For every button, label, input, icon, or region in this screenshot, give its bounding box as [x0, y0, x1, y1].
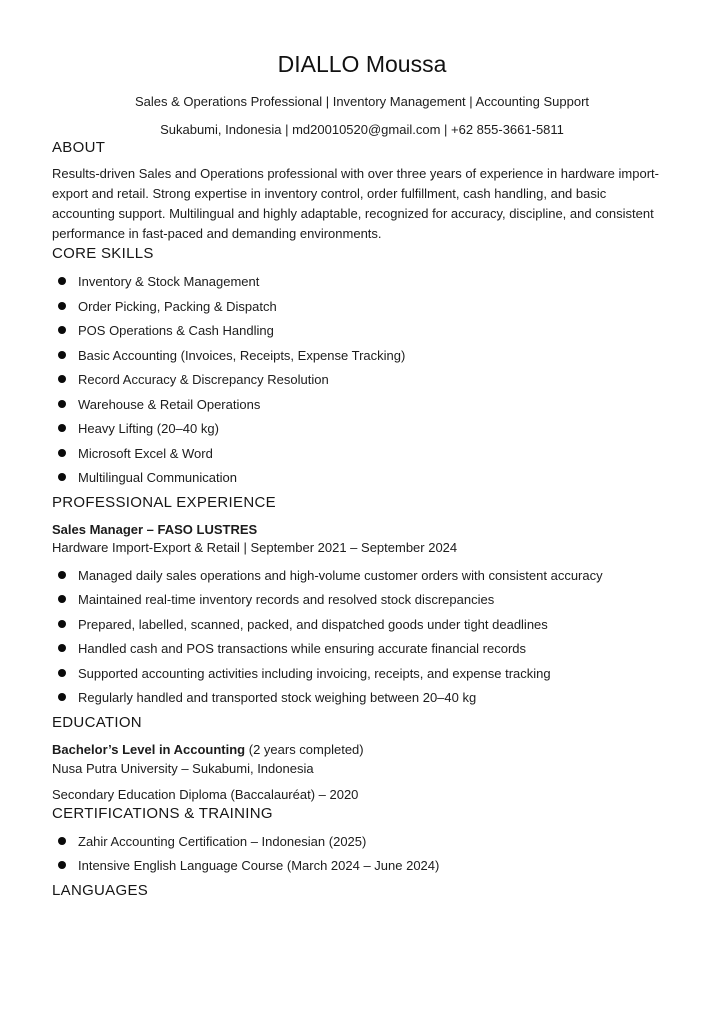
- bullet-icon: [58, 375, 66, 383]
- list-item: [58, 664, 672, 683]
- education-degree-line: [52, 741, 672, 759]
- list-item: [58, 272, 672, 291]
- section-heading-core-skills: CORE SKILLS: [52, 245, 154, 262]
- resume-contact-line: Sukabumi, Indonesia | md20010520@gmail.com | +62 855-3661-5811: [160, 122, 564, 137]
- list-item: [58, 468, 672, 487]
- bullet-icon: [58, 861, 66, 869]
- list-item-text: Intensive English Language Course (March 2024 – June 2024): [78, 858, 440, 873]
- certifications-list: [52, 832, 672, 876]
- list-item-text: Order Picking, Packing & Dispatch: [78, 298, 277, 314]
- list-item: [58, 346, 672, 365]
- bullet-icon: [58, 277, 66, 285]
- section-heading-certifications: CERTIFICATIONS & TRAINING: [52, 804, 273, 822]
- list-item: [58, 566, 672, 585]
- bullet-icon: [58, 595, 66, 603]
- bullet-icon: [58, 693, 66, 701]
- list-item: [58, 444, 672, 463]
- bullet-icon: [58, 473, 66, 481]
- list-item-text: Inventory & Stock Management: [78, 274, 260, 289]
- bullet-icon: [58, 620, 66, 628]
- bullet-icon: [58, 400, 66, 408]
- job-meta: Hardware Import-Export & Retail | September 2021 – September 2024: [52, 539, 458, 555]
- list-item: [58, 395, 672, 414]
- list-item-text: Regularly handled and transported stock weighing between 20–40 kg: [78, 690, 477, 705]
- list-item: [58, 419, 672, 438]
- list-item-text: Prepared, labelled, scanned, packed, and dispatched goods under tight deadlines: [78, 616, 548, 632]
- bullet-icon: [58, 302, 66, 310]
- list-item-text: Microsoft Excel & Word: [78, 445, 213, 461]
- list-item: [58, 321, 672, 340]
- bullet-icon: [58, 424, 66, 432]
- education-degree-title: Bachelor’s Level in Accounting: [52, 741, 246, 757]
- resume-name: DIALLO Moussa: [277, 51, 447, 77]
- education-degree-detail: (2 years completed): [245, 741, 364, 757]
- education-school-line: Nusa Putra University – Sukabumi, Indonesia: [52, 760, 314, 776]
- list-item-text: Managed daily sales operations and high-volume customer orders with consistent accuracy: [78, 567, 603, 583]
- list-item-text: Supported accounting activities including invoicing, receipts, and expense tracking: [78, 665, 551, 681]
- section-heading-languages: LANGUAGES: [52, 881, 149, 899]
- section-heading-experience: PROFESSIONAL EXPERIENCE: [52, 493, 276, 511]
- list-item-text: Multilingual Communication: [78, 470, 237, 485]
- bullet-icon: [58, 644, 66, 652]
- list-item: [58, 297, 672, 316]
- list-item: [58, 615, 672, 634]
- bullet-icon: [58, 326, 66, 334]
- education-secondary-line: Secondary Education Diploma (Baccalauréat) – 2020: [52, 786, 359, 802]
- about-summary-text: Results-driven Sales and Operations professional with over three years of experience in hardware import-export and retail. Strong expertise in inventory control, order fulfillment, cash handling, and basic accounting support. Multilingual and highly adaptable, recognized for accuracy, discipline, and consistent performance in fast-paced and demanding environments.: [52, 166, 659, 241]
- job-title: Sales Manager – FASO LUSTRES: [52, 521, 258, 537]
- section-heading-about: ABOUT: [52, 139, 106, 156]
- resume-tagline: Sales & Operations Professional | Inventory Management | Accounting Support: [134, 94, 590, 109]
- bullet-icon: [58, 449, 66, 457]
- bullet-icon: [58, 351, 66, 359]
- list-item: [58, 370, 672, 389]
- list-item: [58, 639, 672, 658]
- list-item-text: Zahir Accounting Certification – Indonesian (2025): [78, 833, 367, 849]
- list-item-text: Maintained real-time inventory records and resolved stock discrepancies: [78, 592, 495, 607]
- list-item: [58, 590, 672, 609]
- section-heading-education: EDUCATION: [52, 713, 142, 731]
- list-item: [58, 688, 672, 707]
- list-item-text: Basic Accounting (Invoices, Receipts, Expense Tracking): [78, 347, 406, 363]
- bullet-icon: [58, 571, 66, 579]
- list-item-text: Record Accuracy & Discrepancy Resolution: [78, 372, 329, 387]
- core-skills-list: [52, 272, 672, 487]
- list-item: [58, 856, 672, 875]
- list-item-text: Heavy Lifting (20–40 kg): [78, 421, 219, 436]
- list-item-text: Warehouse & Retail Operations: [78, 396, 261, 412]
- list-item: [58, 832, 672, 851]
- list-item-text: Handled cash and POS transactions while ensuring accurate financial records: [78, 641, 527, 656]
- experience-bullet-list: [52, 566, 672, 708]
- bullet-icon: [58, 669, 66, 677]
- bullet-icon: [58, 837, 66, 845]
- list-item-text: POS Operations & Cash Handling: [78, 323, 274, 338]
